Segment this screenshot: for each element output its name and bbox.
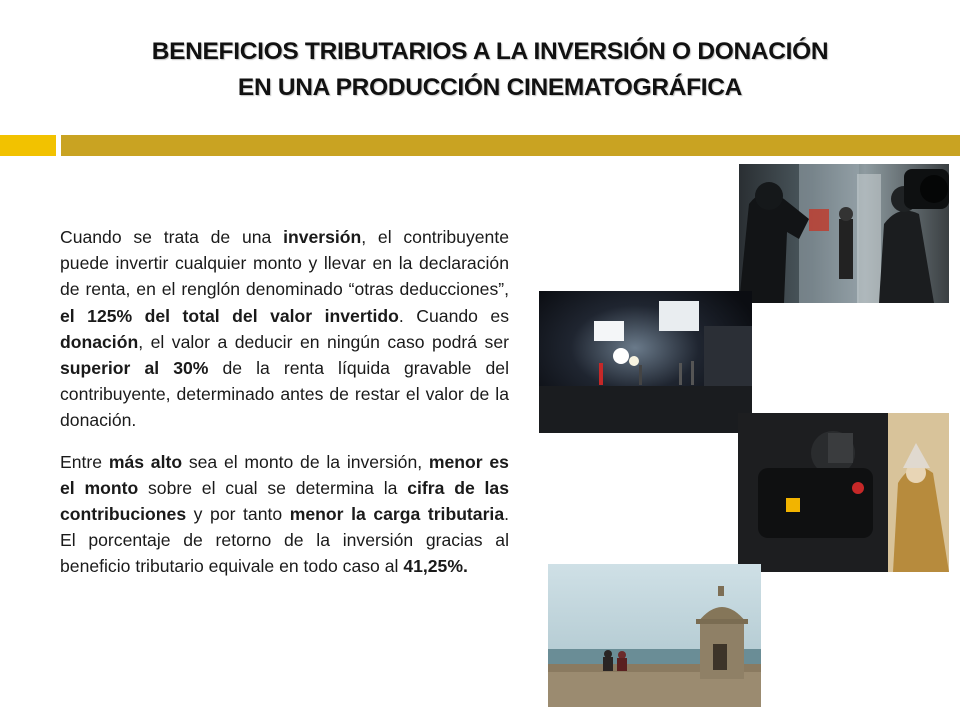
text-run: . El porcentaje de retorno de la inversión gracias al beneficio tributario equivale en todo caso al bbox=[60, 504, 509, 577]
bold-run: menor la carga tributaria bbox=[289, 504, 505, 525]
bold-run: 41,25%. bbox=[403, 556, 468, 577]
text-run: y por tanto bbox=[186, 504, 290, 525]
text-run: , el contribuyente puede invertir cualquier monto y llevar en la declaración de renta, en el renglón denominado “otras deducciones”, bbox=[60, 227, 510, 300]
body-text bbox=[60, 224, 509, 595]
photo-film-crew-office bbox=[739, 164, 949, 303]
photo-cinema-camera bbox=[738, 413, 949, 572]
text-run: Cuando se trata de una bbox=[60, 227, 284, 247]
text-run: Entre bbox=[60, 451, 109, 472]
bold-run: donación bbox=[60, 331, 139, 352]
page-title bbox=[60, 34, 920, 106]
bold-run: menor es el monto bbox=[60, 451, 509, 498]
bold-run: el 125% del total del valor invertido bbox=[60, 305, 399, 326]
bold-run: más alto bbox=[108, 451, 183, 472]
accent-bar-yellow bbox=[0, 135, 56, 156]
title-line-2: EN UNA PRODUCCIÓN CINEMATOGRÁFICA bbox=[237, 74, 743, 101]
text-run: sea el monto de la inversión, bbox=[182, 451, 429, 472]
paragraph-investment bbox=[60, 224, 509, 434]
bold-run: inversión bbox=[283, 227, 362, 247]
title-line-1: BENEFICIOS TRIBUTARIOS A LA INVERSIÓN O DONACIÓN bbox=[151, 38, 829, 65]
paragraph-return bbox=[60, 449, 509, 580]
bold-run: cifra de las contribuciones bbox=[60, 477, 509, 525]
bold-run: superior al 30% bbox=[60, 358, 209, 379]
text-run: de la renta líquida gravable del contribuyente, determinado antes de restar el valor de la donación. bbox=[60, 358, 509, 431]
photo-night-film-set bbox=[539, 291, 752, 433]
photo-sentry-box-sea bbox=[548, 564, 761, 707]
accent-bar-gold bbox=[61, 135, 960, 156]
text-run: . Cuando es bbox=[398, 305, 509, 326]
text-run: , el valor a deducir en ningún caso podrá ser bbox=[138, 331, 509, 352]
text-run: sobre el cual se determina la bbox=[138, 477, 408, 498]
